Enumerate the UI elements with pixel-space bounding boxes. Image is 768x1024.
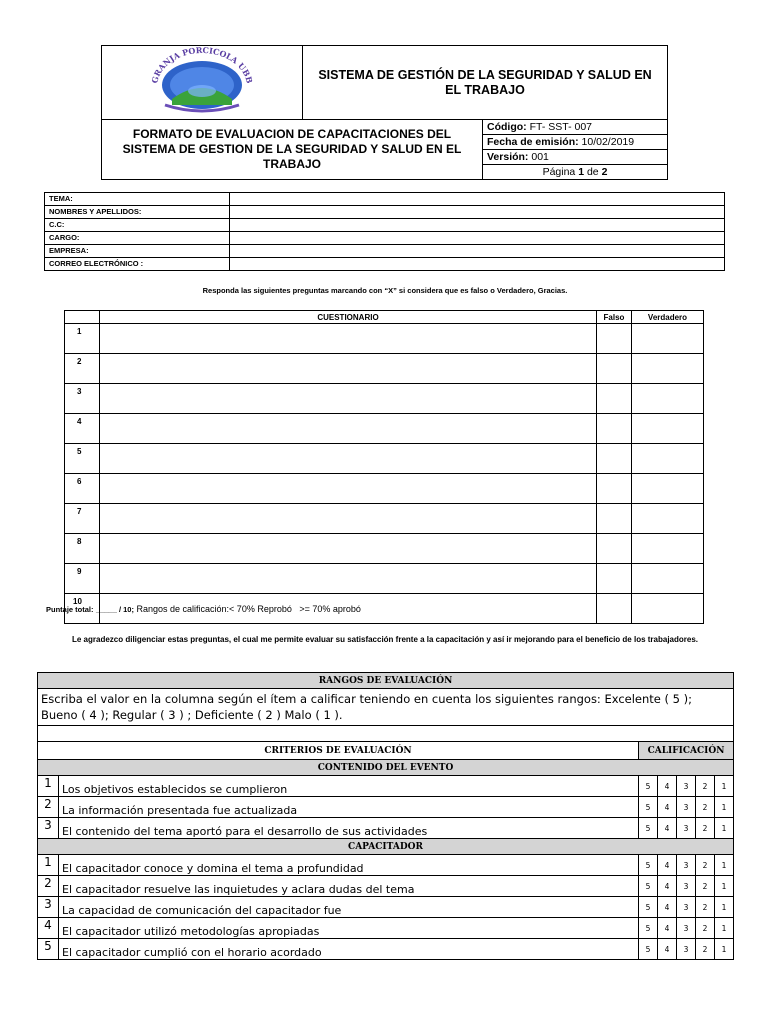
score-blank: _____ / 10; (96, 605, 134, 614)
rating-5[interactable]: 5 (639, 818, 658, 839)
field-label-cc: C.C: (45, 219, 230, 232)
rating-2[interactable]: 2 (696, 797, 715, 818)
rating-3[interactable]: 3 (677, 876, 696, 897)
quiz-row: 6 (65, 474, 704, 504)
format-title: FORMATO DE EVALUACION DE CAPACITACIONES DEL SISTEMA DE GESTION DE LA SEGURIDAD Y SALUD EN EL TRABAJO (102, 120, 483, 180)
quiz-true-cell[interactable] (632, 324, 704, 354)
rating-3[interactable]: 3 (677, 776, 696, 797)
rating-5[interactable]: 5 (639, 797, 658, 818)
rating-1[interactable]: 1 (715, 776, 734, 797)
score-label: Puntaje total: (46, 605, 94, 614)
rating-2[interactable]: 2 (696, 776, 715, 797)
quiz-question-cell[interactable] (100, 384, 597, 414)
quiz-question-cell[interactable] (100, 474, 597, 504)
document-header (101, 45, 668, 180)
version-field: Versión: 001 (483, 150, 668, 165)
quiz-row: 4 (65, 414, 704, 444)
quiz-row: 2 (65, 354, 704, 384)
rating-2[interactable]: 2 (696, 818, 715, 839)
quiz-row: 1 (65, 324, 704, 354)
quiz-num-header (65, 311, 100, 324)
field-label-nombres: NOMBRES Y APELLIDOS: (45, 206, 230, 219)
rating-1[interactable]: 1 (715, 918, 734, 939)
quiz-row: 3 (65, 384, 704, 414)
score-line (46, 604, 361, 614)
field-label-tema: TEMA: (45, 193, 230, 206)
quiz-true-cell[interactable] (632, 534, 704, 564)
quiz-question-cell[interactable] (100, 414, 597, 444)
evaluation-table (37, 672, 734, 960)
quiz-true-cell[interactable] (632, 564, 704, 594)
rating-2[interactable]: 2 (696, 897, 715, 918)
rating-header: CALIFICACIÓN (639, 742, 734, 760)
thanks-text: Le agradezco diligenciar estas preguntas, el cual me permite evaluar su satisfacción frente a la capacitación y así ir mejorando para el beneficio de los trabajadores. (71, 635, 698, 644)
criteria-row: 3 El contenido del tema aportó para el desarrollo de sus actividades 5 4 3 2 1 (38, 818, 734, 839)
personal-data-table (44, 192, 725, 271)
rating-4[interactable]: 4 (658, 939, 677, 960)
rating-1[interactable]: 1 (715, 876, 734, 897)
page-field: Página 1 de 2 (483, 165, 668, 180)
rating-3[interactable]: 3 (677, 897, 696, 918)
quiz-question-header: CUESTIONARIO (100, 311, 597, 324)
rating-1[interactable]: 1 (715, 939, 734, 960)
criteria-row: 3 La capacidad de comunicación del capacitador fue 5 4 3 2 1 (38, 897, 734, 918)
quiz-true-header: Verdadero (632, 311, 704, 324)
company-logo-icon (147, 47, 257, 113)
quiz-true-cell[interactable] (632, 414, 704, 444)
criteria-header: CRITERIOS DE EVALUACIÓN (38, 742, 639, 760)
quiz-question-cell[interactable] (100, 534, 597, 564)
rating-2[interactable]: 2 (696, 918, 715, 939)
quiz-true-cell[interactable] (632, 474, 704, 504)
quiz-question-cell[interactable] (100, 564, 597, 594)
quiz-false-cell[interactable] (597, 414, 632, 444)
quiz-false-cell[interactable] (597, 534, 632, 564)
quiz-false-cell[interactable] (597, 444, 632, 474)
rating-1[interactable]: 1 (715, 818, 734, 839)
rating-4[interactable]: 4 (658, 876, 677, 897)
rating-4[interactable]: 4 (658, 897, 677, 918)
field-label-cargo: CARGO: (45, 232, 230, 245)
field-input-cc[interactable] (230, 219, 725, 232)
quiz-question-cell[interactable] (100, 504, 597, 534)
quiz-false-cell[interactable] (597, 474, 632, 504)
section-title: CONTENIDO DEL EVENTO (38, 760, 734, 776)
quiz-false-cell[interactable] (597, 354, 632, 384)
field-input-cargo[interactable] (230, 232, 725, 245)
field-input-tema[interactable] (230, 193, 725, 206)
rating-4[interactable]: 4 (658, 818, 677, 839)
quiz-false-cell[interactable] (597, 594, 632, 624)
criteria-row: 4 El capacitador utilizó metodologías apropiadas 5 4 3 2 1 (38, 918, 734, 939)
quiz-false-cell[interactable] (597, 384, 632, 414)
rating-2[interactable]: 2 (696, 939, 715, 960)
rating-3[interactable]: 3 (677, 918, 696, 939)
rating-3[interactable]: 3 (677, 939, 696, 960)
questionnaire-table (64, 310, 704, 624)
quiz-false-header: Falso (597, 311, 632, 324)
field-input-correo[interactable] (230, 258, 725, 271)
ranges-title: RANGOS DE EVALUACIÓN (38, 673, 734, 689)
quiz-false-cell[interactable] (597, 324, 632, 354)
quiz-row: 10 (65, 594, 704, 624)
field-label-correo: CORREO ELECTRÓNICO : (45, 258, 230, 271)
quiz-true-cell[interactable] (632, 444, 704, 474)
quiz-row: 9 (65, 564, 704, 594)
issue-date-field: Fecha de emisión: 10/02/2019 (483, 135, 668, 150)
rating-5[interactable]: 5 (639, 855, 658, 876)
score-ranges: Rangos de calificación:< 70% Reprobó >= 70% aprobó (136, 604, 361, 614)
quiz-row: 8 (65, 534, 704, 564)
quiz-question-cell[interactable] (100, 354, 597, 384)
quiz-true-cell[interactable] (632, 504, 704, 534)
rating-5[interactable]: 5 (639, 776, 658, 797)
criteria-row: 2 El capacitador resuelve las inquietudes y aclara dudas del tema 5 4 3 2 1 (38, 876, 734, 897)
criteria-row: 5 El capacitador cumplió con el horario acordado 5 4 3 2 1 (38, 939, 734, 960)
field-input-nombres[interactable] (230, 206, 725, 219)
rating-1[interactable]: 1 (715, 797, 734, 818)
rating-5[interactable]: 5 (639, 897, 658, 918)
rating-3[interactable]: 3 (677, 818, 696, 839)
quiz-true-cell[interactable] (632, 384, 704, 414)
rating-3[interactable]: 3 (677, 797, 696, 818)
quiz-true-cell[interactable] (632, 594, 704, 624)
rating-2[interactable]: 2 (696, 876, 715, 897)
rating-1[interactable]: 1 (715, 855, 734, 876)
quiz-row: 7 (65, 504, 704, 534)
rating-1[interactable]: 1 (715, 897, 734, 918)
rating-5[interactable]: 5 (639, 918, 658, 939)
quiz-question-cell[interactable] (100, 324, 597, 354)
rating-4[interactable]: 4 (658, 855, 677, 876)
criteria-row: 1 Los objetivos establecidos se cumplieron 5 4 3 2 1 (38, 776, 734, 797)
rating-5[interactable]: 5 (639, 876, 658, 897)
rating-2[interactable]: 2 (696, 855, 715, 876)
ranges-text: Escriba el valor en la columna según el ítem a calificar teniendo en cuenta los siguientes rangos: Excelente ( 5 ); Bueno ( 4 ); Regular ( 3 ) ; Deficiente ( 2 ) Malo ( 1 ). (38, 689, 734, 726)
quiz-question-cell[interactable] (100, 444, 597, 474)
quiz-false-cell[interactable] (597, 564, 632, 594)
logo-cell (102, 46, 303, 120)
rating-4[interactable]: 4 (658, 776, 677, 797)
instructions-text: Responda las siguientes preguntas marcando con “X” si considera que es falso o Verdadero, Gracias. (202, 286, 568, 295)
criteria-row: 2 La información presentada fue actualizada 5 4 3 2 1 (38, 797, 734, 818)
field-input-empresa[interactable] (230, 245, 725, 258)
field-label-empresa: EMPRESA: (45, 245, 230, 258)
section-title: CAPACITADOR (38, 839, 734, 855)
rating-3[interactable]: 3 (677, 855, 696, 876)
rating-4[interactable]: 4 (658, 797, 677, 818)
quiz-row: 5 (65, 444, 704, 474)
blank-row (38, 726, 734, 742)
quiz-true-cell[interactable] (632, 354, 704, 384)
quiz-false-cell[interactable] (597, 504, 632, 534)
rating-4[interactable]: 4 (658, 918, 677, 939)
logo-text: GRANJA PORCICOLA UBB (149, 47, 255, 85)
criteria-row: 1 El capacitador conoce y domina el tema a profundidad 5 4 3 2 1 (38, 855, 734, 876)
rating-5[interactable]: 5 (639, 939, 658, 960)
code-field: Código: FT- SST- 007 (483, 120, 668, 135)
system-title: SISTEMA DE GESTIÓN DE LA SEGURIDAD Y SALUD EN EL TRABAJO (303, 46, 668, 120)
